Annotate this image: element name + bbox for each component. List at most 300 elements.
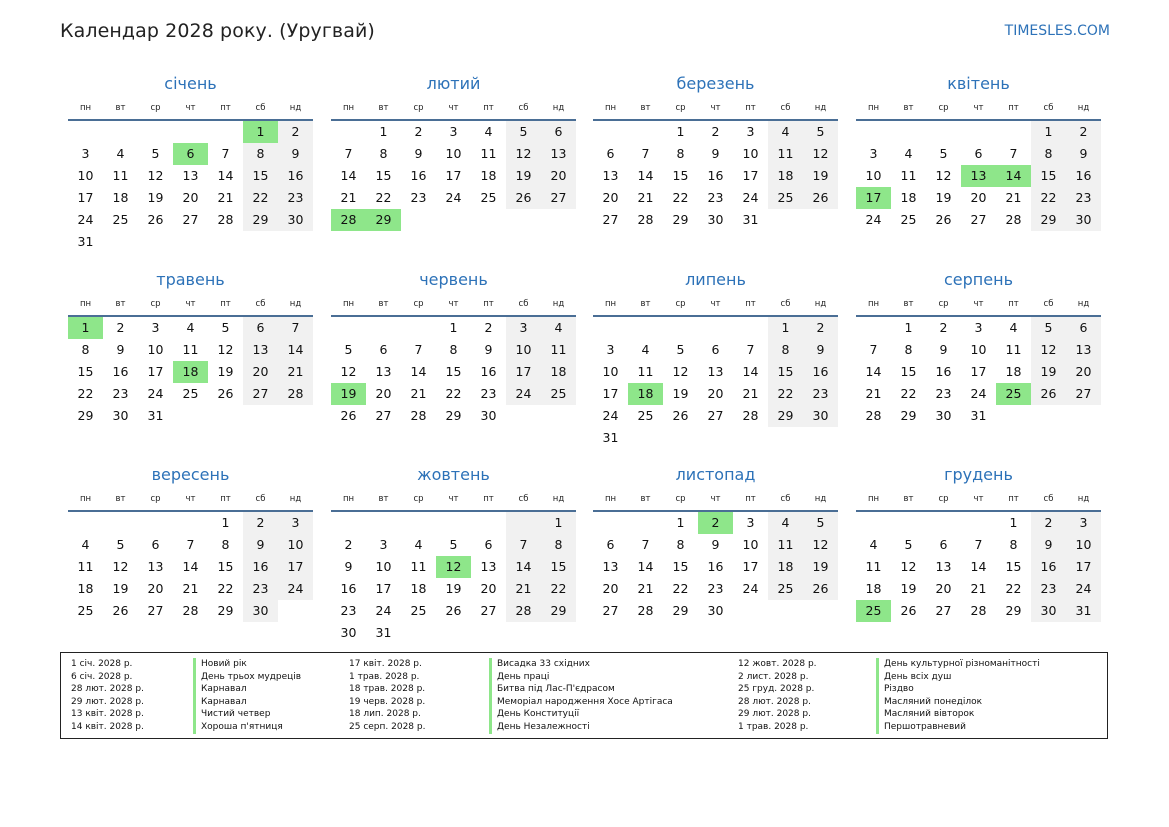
day-cell[interactable]: 20 (541, 165, 576, 187)
day-cell[interactable]: 6 (151, 537, 160, 552)
day-cell[interactable]: 10 (1066, 534, 1101, 556)
day-cell[interactable]: 8 (1009, 537, 1018, 552)
day-cell[interactable]: 1 (904, 320, 913, 335)
day-cell[interactable]: 4 (414, 537, 423, 552)
day-cell[interactable]: 20 (243, 361, 278, 383)
day-cell[interactable]: 5 (506, 121, 541, 143)
day-cell[interactable]: 31 (970, 408, 987, 423)
day-cell[interactable]: 12 (340, 364, 357, 379)
day-cell[interactable]: 23 (707, 581, 724, 596)
day-cell[interactable]: 26 (672, 408, 689, 423)
day-cell[interactable]: 24 (970, 386, 987, 401)
day-cell[interactable]: 30 (112, 408, 129, 423)
day-cell[interactable]: 20 (182, 190, 199, 205)
day-cell[interactable]: 28 (742, 408, 759, 423)
day-cell[interactable]: 6 (606, 537, 615, 552)
day-cell[interactable]: 10 (865, 168, 882, 183)
day-cell[interactable]: 13 (480, 559, 497, 574)
day-cell[interactable]: 22 (445, 386, 462, 401)
day-cell[interactable]: 10 (742, 146, 759, 161)
day-cell[interactable]: 10 (147, 342, 164, 357)
day-cell[interactable]: 1 (243, 121, 278, 143)
day-cell[interactable]: 22 (217, 581, 234, 596)
day-cell[interactable]: 17 (147, 364, 164, 379)
day-cell[interactable]: 9 (1066, 143, 1101, 165)
day-cell[interactable]: 3 (379, 537, 388, 552)
day-cell[interactable]: 9 (711, 146, 720, 161)
day-cell[interactable]: 11 (900, 168, 917, 183)
day-cell[interactable]: 22 (672, 190, 689, 205)
day-cell[interactable]: 27 (970, 212, 987, 227)
day-cell[interactable]: 12 (217, 342, 234, 357)
day-cell[interactable]: 10 (278, 534, 313, 556)
day-cell[interactable]: 11 (768, 143, 803, 165)
day-cell[interactable]: 29 (1031, 209, 1066, 231)
day-cell[interactable]: 30 (340, 625, 357, 640)
day-cell[interactable]: 20 (602, 190, 619, 205)
day-cell[interactable]: 9 (414, 146, 423, 161)
day-cell[interactable]: 27 (375, 408, 392, 423)
day-cell[interactable]: 31 (147, 408, 164, 423)
day-cell[interactable]: 3 (506, 317, 541, 339)
day-cell[interactable]: 8 (676, 537, 685, 552)
day-cell[interactable]: 15 (243, 165, 278, 187)
day-cell[interactable]: 9 (1031, 534, 1066, 556)
day-cell[interactable]: 26 (803, 187, 838, 209)
day-cell[interactable]: 8 (1031, 143, 1066, 165)
day-cell[interactable]: 4 (186, 320, 195, 335)
day-cell[interactable]: 21 (637, 190, 654, 205)
day-cell[interactable]: 21 (1005, 190, 1022, 205)
day-cell[interactable]: 5 (803, 121, 838, 143)
day-cell[interactable]: 15 (375, 168, 392, 183)
day-cell[interactable]: 20 (375, 386, 392, 401)
day-cell[interactable]: 17 (856, 187, 891, 209)
day-cell[interactable]: 3 (869, 146, 878, 161)
day-cell[interactable]: 14 (340, 168, 357, 183)
day-cell[interactable]: 5 (116, 537, 125, 552)
day-cell[interactable]: 3 (974, 320, 983, 335)
day-cell[interactable]: 29 (445, 408, 462, 423)
day-cell[interactable]: 9 (484, 342, 493, 357)
day-cell[interactable]: 10 (445, 146, 462, 161)
day-cell[interactable]: 30 (480, 408, 497, 423)
day-cell[interactable]: 11 (768, 534, 803, 556)
day-cell[interactable]: 23 (410, 190, 427, 205)
day-cell[interactable]: 7 (506, 534, 541, 556)
day-cell[interactable]: 19 (1031, 361, 1066, 383)
day-cell[interactable]: 27 (182, 212, 199, 227)
day-cell[interactable]: 29 (366, 209, 401, 231)
day-cell[interactable]: 28 (637, 212, 654, 227)
day-cell[interactable]: 5 (939, 146, 948, 161)
day-cell[interactable]: 21 (217, 190, 234, 205)
day-cell[interactable]: 31 (1066, 600, 1101, 622)
day-cell[interactable]: 1 (676, 124, 685, 139)
day-cell[interactable]: 18 (77, 581, 94, 596)
day-cell[interactable]: 21 (970, 581, 987, 596)
day-cell[interactable]: 18 (1005, 364, 1022, 379)
day-cell[interactable]: 15 (77, 364, 94, 379)
day-cell[interactable]: 26 (217, 386, 234, 401)
day-cell[interactable]: 13 (147, 559, 164, 574)
day-cell[interactable]: 30 (707, 212, 724, 227)
day-cell[interactable]: 12 (1031, 339, 1066, 361)
day-cell[interactable]: 18 (410, 581, 427, 596)
day-cell[interactable]: 14 (996, 165, 1031, 187)
day-cell[interactable]: 6 (974, 146, 983, 161)
day-cell[interactable]: 3 (606, 342, 615, 357)
day-cell[interactable]: 19 (445, 581, 462, 596)
day-cell[interactable]: 23 (112, 386, 129, 401)
day-cell[interactable]: 8 (676, 146, 685, 161)
day-cell[interactable]: 19 (672, 386, 689, 401)
day-cell[interactable]: 12 (672, 364, 689, 379)
day-cell[interactable]: 30 (1066, 209, 1101, 231)
day-cell[interactable]: 11 (637, 364, 654, 379)
day-cell[interactable]: 1 (676, 515, 685, 530)
day-cell[interactable]: 6 (379, 342, 388, 357)
day-cell[interactable]: 30 (278, 209, 313, 231)
day-cell[interactable]: 6 (484, 537, 493, 552)
day-cell[interactable]: 9 (278, 143, 313, 165)
day-cell[interactable]: 25 (112, 212, 129, 227)
day-cell[interactable]: 27 (147, 603, 164, 618)
day-cell[interactable]: 25 (77, 603, 94, 618)
day-cell[interactable]: 9 (116, 342, 125, 357)
day-cell[interactable]: 18 (480, 168, 497, 183)
day-cell[interactable]: 1 (221, 515, 230, 530)
day-cell[interactable]: 19 (900, 581, 917, 596)
day-cell[interactable]: 8 (243, 143, 278, 165)
day-cell[interactable]: 20 (935, 581, 952, 596)
day-cell[interactable]: 21 (742, 386, 759, 401)
day-cell[interactable]: 24 (1066, 578, 1101, 600)
day-cell[interactable]: 26 (445, 603, 462, 618)
day-cell[interactable]: 24 (445, 190, 462, 205)
day-cell[interactable]: 5 (1031, 317, 1066, 339)
day-cell[interactable]: 23 (803, 383, 838, 405)
day-cell[interactable]: 2 (698, 512, 733, 534)
day-cell[interactable]: 7 (221, 146, 230, 161)
day-cell[interactable]: 28 (182, 603, 199, 618)
day-cell[interactable]: 5 (221, 320, 230, 335)
day-cell[interactable]: 31 (742, 212, 759, 227)
day-cell[interactable]: 29 (77, 408, 94, 423)
day-cell[interactable]: 7 (186, 537, 195, 552)
day-cell[interactable]: 23 (1031, 578, 1066, 600)
day-cell[interactable]: 20 (480, 581, 497, 596)
day-cell[interactable]: 16 (243, 556, 278, 578)
day-cell[interactable]: 21 (278, 361, 313, 383)
day-cell[interactable]: 13 (602, 559, 619, 574)
day-cell[interactable]: 17 (1066, 556, 1101, 578)
day-cell[interactable]: 4 (1009, 320, 1018, 335)
day-cell[interactable]: 12 (900, 559, 917, 574)
day-cell[interactable]: 13 (182, 168, 199, 183)
day-cell[interactable]: 26 (340, 408, 357, 423)
day-cell[interactable]: 18 (541, 361, 576, 383)
day-cell[interactable]: 15 (445, 364, 462, 379)
day-cell[interactable]: 28 (637, 603, 654, 618)
day-cell[interactable]: 10 (506, 339, 541, 361)
day-cell[interactable]: 7 (869, 342, 878, 357)
day-cell[interactable]: 12 (112, 559, 129, 574)
day-cell[interactable]: 13 (541, 143, 576, 165)
day-cell[interactable]: 13 (243, 339, 278, 361)
day-cell[interactable]: 30 (243, 600, 278, 622)
day-cell[interactable]: 29 (541, 600, 576, 622)
day-cell[interactable]: 13 (961, 165, 996, 187)
day-cell[interactable]: 10 (970, 342, 987, 357)
day-cell[interactable]: 16 (935, 364, 952, 379)
day-cell[interactable]: 18 (628, 383, 663, 405)
day-cell[interactable]: 1 (1031, 121, 1066, 143)
day-cell[interactable]: 27 (243, 383, 278, 405)
day-cell[interactable]: 22 (768, 383, 803, 405)
day-cell[interactable]: 2 (278, 121, 313, 143)
day-cell[interactable]: 28 (506, 600, 541, 622)
day-cell[interactable]: 28 (970, 603, 987, 618)
day-cell[interactable]: 25 (768, 578, 803, 600)
day-cell[interactable]: 21 (865, 386, 882, 401)
day-cell[interactable]: 6 (1066, 317, 1101, 339)
day-cell[interactable]: 24 (506, 383, 541, 405)
day-cell[interactable]: 12 (506, 143, 541, 165)
day-cell[interactable]: 10 (602, 364, 619, 379)
day-cell[interactable]: 24 (865, 212, 882, 227)
day-cell[interactable]: 22 (900, 386, 917, 401)
day-cell[interactable]: 3 (746, 124, 755, 139)
day-cell[interactable]: 6 (173, 143, 208, 165)
day-cell[interactable]: 21 (340, 190, 357, 205)
day-cell[interactable]: 1 (68, 317, 103, 339)
day-cell[interactable]: 27 (602, 212, 619, 227)
day-cell[interactable]: 15 (672, 168, 689, 183)
day-cell[interactable]: 29 (672, 603, 689, 618)
day-cell[interactable]: 16 (1031, 556, 1066, 578)
day-cell[interactable]: 31 (375, 625, 392, 640)
day-cell[interactable]: 3 (278, 512, 313, 534)
day-cell[interactable]: 24 (147, 386, 164, 401)
day-cell[interactable]: 2 (711, 124, 720, 139)
day-cell[interactable]: 20 (1066, 361, 1101, 383)
day-cell[interactable]: 25 (410, 603, 427, 618)
day-cell[interactable]: 29 (217, 603, 234, 618)
day-cell[interactable]: 23 (935, 386, 952, 401)
day-cell[interactable]: 23 (340, 603, 357, 618)
day-cell[interactable]: 8 (81, 342, 90, 357)
day-cell[interactable]: 27 (480, 603, 497, 618)
day-cell[interactable]: 27 (541, 187, 576, 209)
day-cell[interactable]: 25 (480, 190, 497, 205)
day-cell[interactable]: 22 (1005, 581, 1022, 596)
day-cell[interactable]: 22 (672, 581, 689, 596)
day-cell[interactable]: 6 (711, 342, 720, 357)
day-cell[interactable]: 9 (243, 534, 278, 556)
day-cell[interactable]: 14 (182, 559, 199, 574)
day-cell[interactable]: 12 (935, 168, 952, 183)
day-cell[interactable]: 18 (768, 556, 803, 578)
day-cell[interactable]: 26 (1031, 383, 1066, 405)
day-cell[interactable]: 7 (974, 537, 983, 552)
day-cell[interactable]: 22 (375, 190, 392, 205)
day-cell[interactable]: 24 (742, 581, 759, 596)
day-cell[interactable]: 2 (243, 512, 278, 534)
day-cell[interactable]: 17 (742, 168, 759, 183)
day-cell[interactable]: 10 (77, 168, 94, 183)
day-cell[interactable]: 23 (707, 190, 724, 205)
day-cell[interactable]: 11 (182, 342, 199, 357)
day-cell[interactable]: 7 (278, 317, 313, 339)
day-cell[interactable]: 29 (1005, 603, 1022, 618)
day-cell[interactable]: 19 (506, 165, 541, 187)
day-cell[interactable]: 16 (480, 364, 497, 379)
day-cell[interactable]: 18 (173, 361, 208, 383)
day-cell[interactable]: 7 (1009, 146, 1018, 161)
day-cell[interactable]: 12 (803, 143, 838, 165)
day-cell[interactable]: 24 (742, 190, 759, 205)
day-cell[interactable]: 11 (112, 168, 129, 183)
day-cell[interactable]: 26 (506, 187, 541, 209)
day-cell[interactable]: 17 (970, 364, 987, 379)
day-cell[interactable]: 11 (1005, 342, 1022, 357)
day-cell[interactable]: 1 (1009, 515, 1018, 530)
day-cell[interactable]: 16 (410, 168, 427, 183)
day-cell[interactable]: 25 (856, 600, 891, 622)
day-cell[interactable]: 8 (541, 534, 576, 556)
day-cell[interactable]: 2 (1066, 121, 1101, 143)
day-cell[interactable]: 5 (676, 342, 685, 357)
day-cell[interactable]: 2 (116, 320, 125, 335)
day-cell[interactable]: 30 (707, 603, 724, 618)
day-cell[interactable]: 26 (147, 212, 164, 227)
day-cell[interactable]: 12 (436, 556, 471, 578)
day-cell[interactable]: 19 (803, 165, 838, 187)
day-cell[interactable]: 15 (217, 559, 234, 574)
day-cell[interactable]: 25 (637, 408, 654, 423)
day-cell[interactable]: 14 (410, 364, 427, 379)
day-cell[interactable]: 30 (1031, 600, 1066, 622)
day-cell[interactable]: 20 (970, 190, 987, 205)
day-cell[interactable]: 7 (641, 537, 650, 552)
day-cell[interactable]: 9 (939, 342, 948, 357)
day-cell[interactable]: 21 (182, 581, 199, 596)
day-cell[interactable]: 23 (243, 578, 278, 600)
day-cell[interactable]: 31 (602, 430, 619, 445)
day-cell[interactable]: 30 (935, 408, 952, 423)
day-cell[interactable]: 31 (77, 234, 94, 249)
day-cell[interactable]: 14 (278, 339, 313, 361)
day-cell[interactable]: 12 (147, 168, 164, 183)
day-cell[interactable]: 3 (151, 320, 160, 335)
day-cell[interactable]: 13 (375, 364, 392, 379)
day-cell[interactable]: 11 (77, 559, 94, 574)
day-cell[interactable]: 30 (803, 405, 838, 427)
day-cell[interactable]: 2 (939, 320, 948, 335)
day-cell[interactable]: 18 (865, 581, 882, 596)
day-cell[interactable]: 24 (375, 603, 392, 618)
day-cell[interactable]: 4 (641, 342, 650, 357)
day-cell[interactable]: 13 (602, 168, 619, 183)
day-cell[interactable]: 17 (77, 190, 94, 205)
day-cell[interactable]: 11 (541, 339, 576, 361)
day-cell[interactable]: 12 (803, 534, 838, 556)
day-cell[interactable]: 14 (637, 168, 654, 183)
day-cell[interactable]: 28 (410, 408, 427, 423)
day-cell[interactable]: 6 (939, 537, 948, 552)
day-cell[interactable]: 6 (606, 146, 615, 161)
day-cell[interactable]: 13 (1066, 339, 1101, 361)
day-cell[interactable]: 20 (707, 386, 724, 401)
day-cell[interactable]: 25 (182, 386, 199, 401)
day-cell[interactable]: 4 (81, 537, 90, 552)
day-cell[interactable]: 21 (637, 581, 654, 596)
day-cell[interactable]: 2 (344, 537, 353, 552)
day-cell[interactable]: 2 (803, 317, 838, 339)
day-cell[interactable]: 28 (217, 212, 234, 227)
day-cell[interactable]: 16 (340, 581, 357, 596)
day-cell[interactable]: 4 (904, 146, 913, 161)
day-cell[interactable]: 24 (278, 578, 313, 600)
day-cell[interactable]: 14 (217, 168, 234, 183)
day-cell[interactable]: 8 (449, 342, 458, 357)
day-cell[interactable]: 23 (480, 386, 497, 401)
day-cell[interactable]: 16 (707, 168, 724, 183)
day-cell[interactable]: 4 (116, 146, 125, 161)
day-cell[interactable]: 11 (410, 559, 427, 574)
day-cell[interactable]: 1 (379, 124, 388, 139)
day-cell[interactable]: 18 (900, 190, 917, 205)
day-cell[interactable]: 11 (480, 146, 497, 161)
day-cell[interactable]: 15 (1005, 559, 1022, 574)
day-cell[interactable]: 7 (641, 146, 650, 161)
day-cell[interactable]: 15 (541, 556, 576, 578)
day-cell[interactable]: 26 (112, 603, 129, 618)
day-cell[interactable]: 2 (414, 124, 423, 139)
day-cell[interactable]: 1 (541, 512, 576, 534)
day-cell[interactable]: 17 (602, 386, 619, 401)
day-cell[interactable]: 16 (803, 361, 838, 383)
day-cell[interactable]: 4 (869, 537, 878, 552)
day-cell[interactable]: 7 (344, 146, 353, 161)
day-cell[interactable]: 22 (243, 187, 278, 209)
day-cell[interactable]: 10 (742, 537, 759, 552)
day-cell[interactable]: 29 (243, 209, 278, 231)
day-cell[interactable]: 2 (484, 320, 493, 335)
day-cell[interactable]: 24 (77, 212, 94, 227)
day-cell[interactable]: 8 (221, 537, 230, 552)
day-cell[interactable]: 16 (707, 559, 724, 574)
day-cell[interactable]: 11 (865, 559, 882, 574)
day-cell[interactable]: 14 (637, 559, 654, 574)
day-cell[interactable]: 22 (1031, 187, 1066, 209)
day-cell[interactable]: 3 (1066, 512, 1101, 534)
day-cell[interactable]: 9 (344, 559, 353, 574)
day-cell[interactable]: 6 (541, 121, 576, 143)
day-cell[interactable]: 25 (541, 383, 576, 405)
day-cell[interactable]: 22 (77, 386, 94, 401)
day-cell[interactable]: 15 (900, 364, 917, 379)
day-cell[interactable]: 18 (112, 190, 129, 205)
day-cell[interactable]: 13 (935, 559, 952, 574)
day-cell[interactable]: 4 (768, 121, 803, 143)
day-cell[interactable]: 4 (484, 124, 493, 139)
day-cell[interactable]: 28 (278, 383, 313, 405)
day-cell[interactable]: 14 (742, 364, 759, 379)
day-cell[interactable]: 22 (541, 578, 576, 600)
day-cell[interactable]: 14 (970, 559, 987, 574)
